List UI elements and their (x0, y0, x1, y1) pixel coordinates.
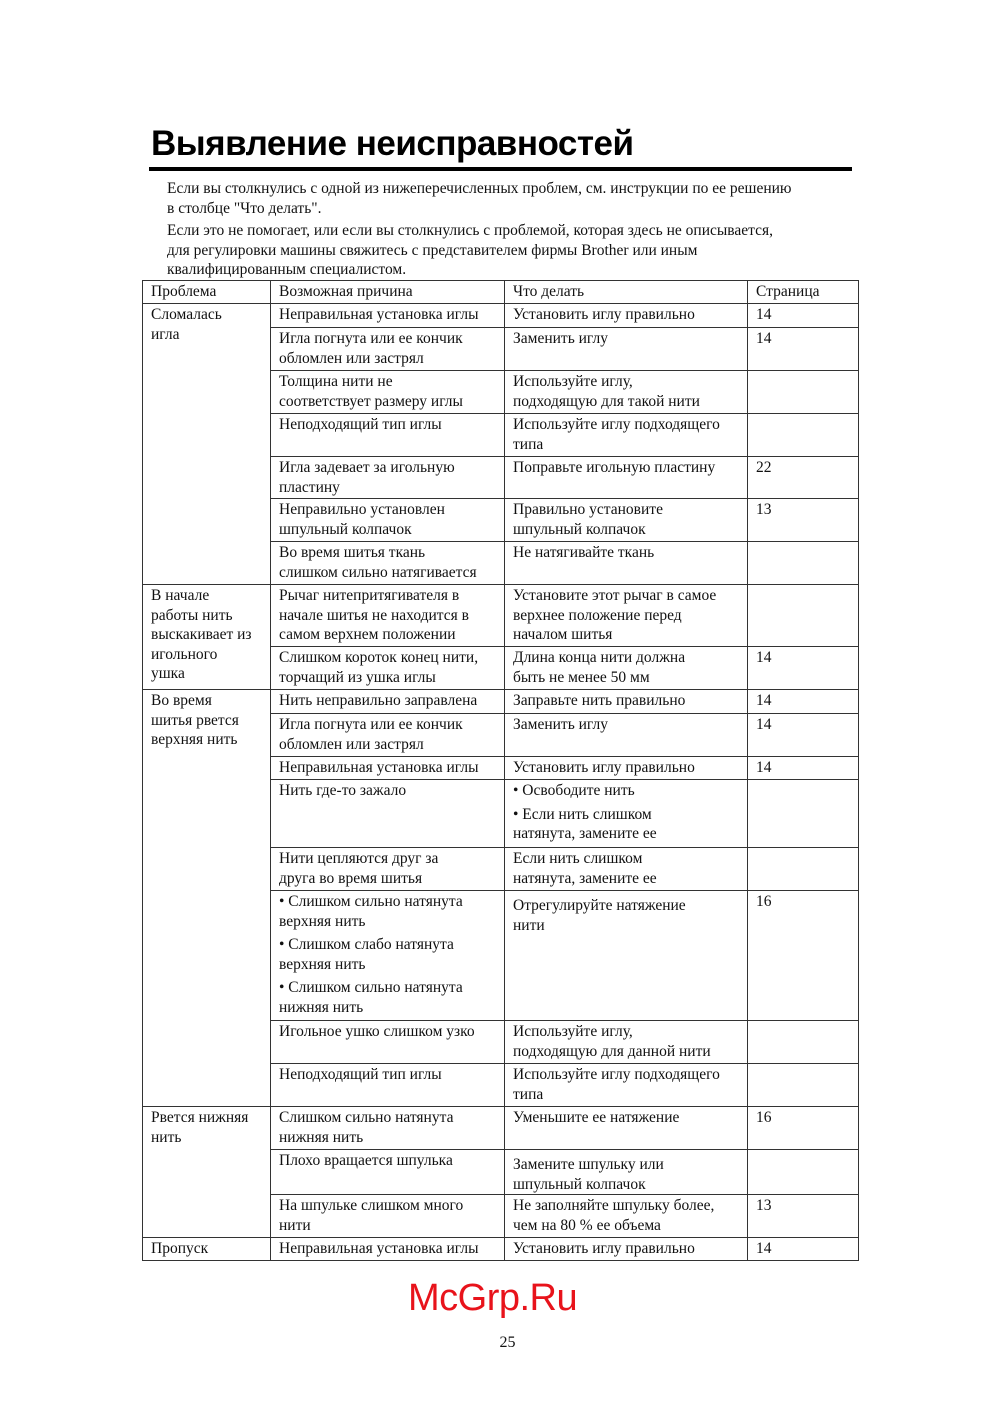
action-cell (505, 457, 748, 499)
cell-line: игольного (151, 645, 218, 663)
watermark: McGrp.Ru (408, 1277, 578, 1319)
cell-paragraph (279, 1022, 496, 1042)
cause-cell (271, 848, 505, 891)
cell-line: Рычаг нитепритягивателя в (279, 587, 460, 604)
page-cell: 14 (748, 714, 859, 757)
cell-line: типа (513, 435, 544, 453)
cell-paragraph (279, 648, 496, 687)
cell-paragraph (513, 500, 739, 539)
cell-line: подходящую для данной нити (513, 1042, 711, 1060)
cell-paragraph (513, 305, 739, 325)
cell-paragraph (513, 1239, 739, 1259)
cell-paragraph (513, 1196, 739, 1235)
cell-paragraph (513, 715, 739, 735)
table-row (143, 1107, 859, 1150)
cause-cell (271, 1238, 505, 1261)
intro-line: в столбце "Что делать". (167, 199, 322, 217)
cell-line: шитья рвется (151, 711, 239, 729)
problem-cell (143, 1238, 271, 1261)
cause-cell (271, 647, 505, 690)
page-cell: 16 (748, 1107, 859, 1150)
cell-line: Пропуск (151, 1240, 209, 1257)
cell-paragraph (279, 1196, 496, 1235)
intro-paragraph-1 (167, 179, 857, 218)
page-cell: 14 (748, 328, 859, 371)
cell-paragraph (279, 458, 496, 497)
cell-line: шпульный колпачок (279, 520, 412, 538)
cell-line: Заменить иглу (513, 716, 608, 733)
cell-line: обломлен или застрял (279, 735, 424, 753)
page-cell (748, 780, 859, 848)
cell-paragraph (513, 329, 739, 349)
cell-line: Слишком сильно натянута (279, 1109, 454, 1126)
cell-paragraph (279, 500, 496, 539)
cell-line: Не натягивайте ткань (513, 544, 655, 561)
cell-line: Используйте иглу подходящего (513, 416, 720, 433)
action-cell (505, 848, 748, 891)
cell-line: натянута, замените ее (513, 825, 657, 842)
cell-line: Если нить слишком (513, 850, 643, 867)
cell-line: верхнее положение перед (513, 606, 682, 624)
cause-cell (271, 328, 505, 371)
cell-line: слишком сильно натягивается (279, 563, 477, 581)
cell-line: Игла погнута или ее кончик (279, 330, 463, 347)
column-header: Проблема (143, 281, 271, 304)
cell-line: чем на 80 % ее объема (513, 1216, 661, 1234)
page-cell (748, 1021, 859, 1064)
cell-line: Неправильно установлен (279, 501, 445, 518)
page-cell (748, 542, 859, 585)
cell-line: торчащий из ушка иглы (279, 668, 436, 686)
cause-cell (271, 542, 505, 585)
cell-line: Неправильная установка иглы (279, 1240, 479, 1257)
action-cell (505, 714, 748, 757)
cell-paragraph (513, 781, 739, 801)
page-cell: 16 (748, 891, 859, 1021)
cell-line: Длина конца нити должна (513, 649, 686, 666)
cause-cell (271, 690, 505, 714)
cell-line: работы нить (151, 606, 233, 624)
cell-line: Рвется нижняя (151, 1109, 249, 1126)
table-row (143, 690, 859, 714)
table-row (143, 585, 859, 647)
cell-line: Неподходящий тип иглы (279, 416, 442, 433)
cell-paragraph (513, 543, 739, 563)
cause-cell (271, 585, 505, 647)
cause-cell (271, 1150, 505, 1195)
cell-line: В начале (151, 587, 210, 604)
page-cell (748, 414, 859, 457)
cell-line: Установить иглу правильно (513, 1240, 695, 1257)
cell-line: Игла задевает за игольную (279, 459, 455, 476)
cell-paragraph (513, 372, 739, 411)
cause-cell (271, 499, 505, 542)
cell-paragraph (513, 586, 739, 645)
cell-paragraph (513, 805, 739, 844)
intro-line: Если вы столкнулись с одной из нижеперечисленных проблем, см. инструкции по ее решению (167, 180, 792, 197)
cell-line: нижняя нить (279, 1128, 364, 1146)
page-cell (748, 585, 859, 647)
cell-paragraph (279, 691, 496, 711)
cell-line: самом верхнем положении (279, 626, 456, 643)
cell-line: Во время шитья ткань (279, 544, 426, 561)
page-cell: 22 (748, 457, 859, 499)
cell-line: обломлен или застрял (279, 349, 424, 367)
problem-cell (143, 585, 271, 690)
intro-paragraph-2 (167, 221, 857, 280)
cell-line: быть не менее 50 мм (513, 668, 650, 686)
cell-line: Неправильная установка иглы (279, 306, 479, 323)
cell-line: Правильно установите (513, 501, 663, 518)
cell-line: Замените шпульку или (513, 1156, 664, 1173)
cell-paragraph (279, 849, 496, 888)
cause-cell (271, 714, 505, 757)
cell-paragraph (279, 1239, 496, 1259)
problem-cell (143, 304, 271, 585)
cell-line: • Слишком сильно натянута (279, 979, 463, 996)
page-cell: 14 (748, 304, 859, 328)
cell-line: нити (513, 916, 545, 934)
cause-cell (271, 1107, 505, 1150)
cell-line: Используйте иглу, (513, 1023, 633, 1040)
page-title: Выявление неисправностей (151, 124, 634, 163)
action-cell (505, 371, 748, 414)
page-cell (748, 848, 859, 891)
problem-cell (143, 1107, 271, 1238)
cell-paragraph (513, 458, 739, 478)
cell-line: началом шитья (513, 626, 613, 643)
action-cell (505, 690, 748, 714)
page-cell: 14 (748, 757, 859, 780)
cell-line: верхняя нить (279, 912, 366, 930)
intro-line: Если это не помогает, или если вы столкнулись с проблемой, которая здесь не описывается, (167, 222, 773, 239)
column-header: Возможная причина (271, 281, 505, 304)
cell-line: Заправьте нить правильно (513, 692, 686, 709)
cell-line: ушка (151, 665, 185, 682)
cell-paragraph (279, 1151, 496, 1171)
cell-line: нижняя нить (279, 998, 364, 1016)
cause-cell (271, 1021, 505, 1064)
cell-line: нить (151, 1128, 182, 1146)
cell-line: Поправьте игольную пластину (513, 459, 716, 476)
page-cell: 13 (748, 1195, 859, 1238)
action-cell (505, 304, 748, 328)
cell-line: нити (279, 1216, 311, 1234)
cell-paragraph (513, 849, 739, 888)
cell-line: Установить иглу правильно (513, 306, 695, 323)
cell-line: типа (513, 1085, 544, 1103)
cell-line: верхняя нить (279, 955, 366, 973)
cell-line: Используйте иглу подходящего (513, 1066, 720, 1083)
title-underline (149, 167, 852, 171)
cell-line: выскакивает из (151, 626, 252, 643)
cell-paragraph (279, 1108, 496, 1147)
cell-line: соответствует размеру иглы (279, 392, 463, 410)
page-cell (748, 1064, 859, 1107)
cell-paragraph (513, 691, 739, 711)
cell-line: начале шитья не находится в (279, 606, 469, 624)
cell-line: Толщина нити не (279, 373, 393, 390)
cell-line: Не заполняйте шпульку более, (513, 1197, 715, 1214)
problem-cell (143, 690, 271, 1107)
cell-paragraph (279, 415, 496, 435)
cell-line: Нить где-то зажало (279, 782, 407, 799)
action-cell (505, 328, 748, 371)
cell-paragraph (279, 305, 496, 325)
action-cell (505, 1238, 748, 1261)
cause-cell (271, 304, 505, 328)
action-cell (505, 647, 748, 690)
cell-line: Установите этот рычаг в самое (513, 587, 717, 604)
cell-paragraph (279, 543, 496, 582)
cause-cell (271, 457, 505, 499)
page-cell: 14 (748, 1238, 859, 1261)
action-cell (505, 1021, 748, 1064)
cell-line: Установить иглу правильно (513, 759, 695, 776)
cell-line: Нить неправильно заправлена (279, 692, 478, 709)
cell-paragraph (279, 892, 496, 931)
cell-line: • Слишком слабо натянута (279, 936, 454, 953)
cell-line: На шпульке слишком много (279, 1197, 464, 1214)
cell-paragraph (513, 1155, 739, 1194)
cell-line: Используйте иглу, (513, 373, 633, 390)
page-number: 25 (499, 1334, 516, 1351)
cell-line: натянута, замените ее (513, 869, 657, 887)
action-cell (505, 1064, 748, 1107)
cell-line: верхняя нить (151, 731, 238, 748)
cell-paragraph (279, 372, 496, 411)
cell-paragraph (513, 758, 739, 778)
cell-paragraph (513, 1065, 739, 1104)
page-cell: 14 (748, 647, 859, 690)
cell-paragraph (279, 586, 496, 645)
cell-paragraph (279, 935, 496, 974)
cell-line: Сломалась (151, 306, 222, 323)
cell-line: Неправильная установка иглы (279, 759, 479, 776)
cell-line: Игольное ушко слишком узко (279, 1023, 475, 1040)
cell-paragraph (513, 415, 739, 454)
cell-line: Нити цепляются друг за (279, 850, 439, 867)
page-cell (748, 1150, 859, 1195)
table-row (143, 1238, 859, 1261)
cell-paragraph (279, 715, 496, 754)
action-cell (505, 1195, 748, 1238)
intro-line: для регулировки машины свяжитесь с представителем фирмы Brother или иным (167, 241, 698, 259)
cell-paragraph (513, 1022, 739, 1061)
cause-cell (271, 371, 505, 414)
cell-line: Уменьшите ее натяжение (513, 1109, 680, 1126)
action-cell (505, 542, 748, 585)
action-cell (505, 1107, 748, 1150)
cause-cell (271, 1195, 505, 1238)
action-cell (505, 585, 748, 647)
cause-cell (271, 414, 505, 457)
cause-cell (271, 1064, 505, 1107)
troubleshooting-table (142, 280, 859, 1261)
action-cell (505, 780, 748, 848)
cell-paragraph (279, 978, 496, 1017)
cell-paragraph (279, 329, 496, 368)
cell-line: шпульный колпачок (513, 520, 646, 538)
cell-line: • Слишком сильно натянута (279, 893, 463, 910)
cell-paragraph (279, 758, 496, 778)
table-row (143, 304, 859, 328)
column-header: Что делать (505, 281, 748, 304)
action-cell (505, 1150, 748, 1195)
table-header-row (143, 281, 859, 304)
cell-paragraph (513, 648, 739, 687)
cell-line: Во время (151, 692, 212, 709)
cell-line: Заменить иглу (513, 330, 608, 347)
cell-line: друга во время шитья (279, 869, 423, 887)
cell-line: игла (151, 325, 180, 343)
action-cell (505, 757, 748, 780)
cell-paragraph (279, 1065, 496, 1085)
cell-line: пластину (279, 478, 340, 496)
cell-line: Неподходящий тип иглы (279, 1066, 442, 1083)
cell-paragraph (279, 781, 496, 801)
cell-paragraph (513, 896, 739, 935)
cause-cell (271, 757, 505, 780)
page-cell (748, 371, 859, 414)
cell-paragraph (513, 1108, 739, 1128)
cell-line: Игла погнута или ее кончик (279, 716, 463, 733)
action-cell (505, 414, 748, 457)
column-header: Страница (748, 281, 859, 304)
page-cell: 13 (748, 499, 859, 542)
cell-line: Плохо вращается шпулька (279, 1152, 453, 1169)
cell-line: подходящую для такой нити (513, 392, 700, 410)
page-cell: 14 (748, 690, 859, 714)
action-cell (505, 891, 748, 1021)
cell-line: Отрегулируйте натяжение (513, 897, 686, 914)
cell-line: • Освободите нить (513, 782, 635, 799)
cause-cell (271, 780, 505, 848)
action-cell (505, 499, 748, 542)
cell-line: шпульный колпачок (513, 1175, 646, 1193)
cell-line: • Если нить слишком (513, 805, 652, 823)
cause-cell (271, 891, 505, 1021)
cell-line: Слишком короток конец нити, (279, 649, 479, 666)
intro-line: квалифицированным специалистом. (167, 261, 407, 278)
